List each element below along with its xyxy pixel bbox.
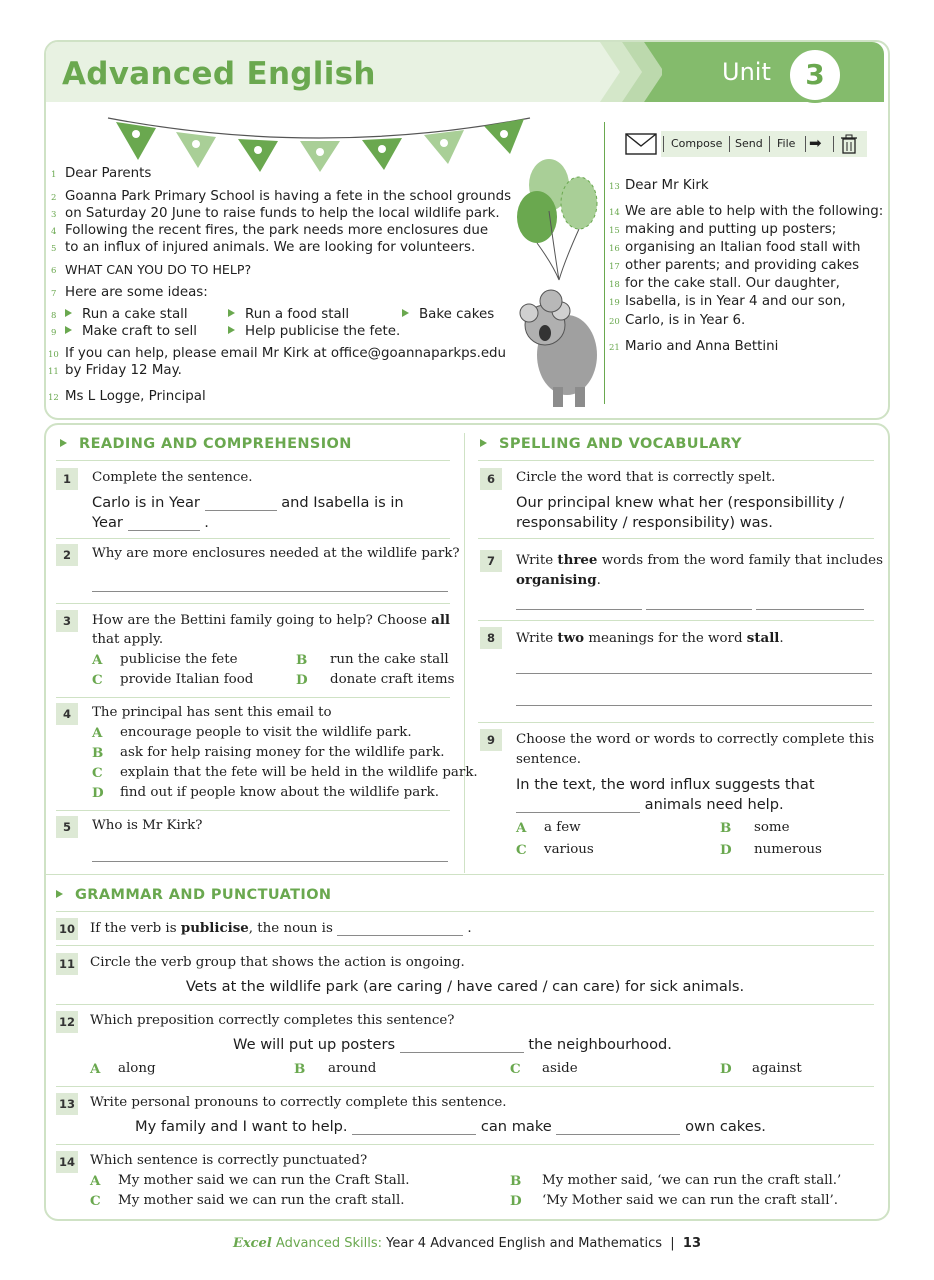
unit-band — [662, 42, 884, 102]
option-letter: A — [92, 725, 103, 741]
divider — [478, 538, 874, 539]
envelope-icon — [625, 133, 657, 155]
option-text[interactable]: provide Italian food — [120, 672, 254, 687]
option-text[interactable]: some — [754, 820, 790, 835]
option-text[interactable]: explain that the fete will be held in the wildlife park. — [120, 765, 478, 780]
line-number: 14 — [609, 208, 620, 218]
answer-line[interactable] — [92, 861, 448, 862]
section-heading-grammar: GRAMMAR AND PUNCTUATION — [56, 887, 331, 903]
email-line: for the cake stall. Our daughter, — [625, 276, 840, 291]
line-number: 1 — [51, 170, 57, 180]
question-sentence[interactable]: Vets at the wildlife park (are caring / have cared / can care) for sick animals. — [185, 978, 745, 995]
paw-flag-icon — [116, 119, 524, 172]
answer-line[interactable] — [516, 673, 872, 674]
question-text: Which sentence is correctly punctuated? — [90, 1153, 368, 1168]
line-number: 3 — [51, 210, 57, 220]
footer-separator: | — [670, 1236, 675, 1251]
option-letter: C — [516, 842, 527, 858]
question-number: 12 — [56, 1011, 78, 1033]
option-text[interactable]: run the cake stall — [330, 652, 449, 667]
column-divider — [464, 433, 465, 873]
line-number: 8 — [51, 311, 57, 321]
option-letter: B — [294, 1061, 306, 1077]
page-footer — [0, 1236, 934, 1251]
trash-icon — [839, 134, 859, 154]
option-letter: B — [296, 652, 308, 668]
footer-title: Year 4 Advanced English and Mathematics — [382, 1236, 662, 1251]
question-text: organising. — [516, 572, 601, 588]
letter-signature: Ms L Logge, Principal — [65, 389, 206, 404]
divider — [56, 603, 450, 604]
letter-subheading: WHAT CAN YOU DO TO HELP? — [65, 262, 252, 277]
option-text[interactable]: publicise the fete — [120, 652, 238, 667]
line-number: 21 — [609, 343, 620, 353]
divider — [56, 810, 450, 811]
divider — [56, 538, 450, 539]
option-letter: B — [510, 1173, 522, 1189]
question-number: 14 — [56, 1151, 78, 1173]
option-text[interactable]: find out if people know about the wildlife park. — [120, 785, 440, 800]
question-sentence: In the text, the word influx suggests that — [516, 776, 815, 793]
option-text[interactable]: ‘My Mother said we can run the craft stall’. — [542, 1193, 839, 1208]
line-number: 15 — [609, 226, 620, 236]
question-number: 4 — [56, 703, 78, 725]
option-letter: B — [720, 820, 732, 836]
question-number: 7 — [480, 550, 502, 572]
question-number: 9 — [480, 729, 502, 751]
divider — [56, 1004, 874, 1005]
question-number: 13 — [56, 1093, 78, 1115]
email-line: other parents; and providing cakes — [625, 258, 860, 273]
balloons-koala-illustration — [515, 155, 605, 410]
option-text[interactable]: encourage people to visit the wildlife park. — [120, 725, 412, 740]
idea-item: Bake cakes — [402, 307, 494, 322]
idea-item: Run a cake stall — [65, 307, 188, 322]
answer-blank[interactable] — [556, 1134, 680, 1135]
option-letter: A — [90, 1173, 101, 1189]
question-sentence: Carlo is in Year and Isabella is in — [92, 494, 404, 511]
question-number: 6 — [480, 468, 502, 490]
letter-line: Here are some ideas: — [65, 285, 208, 300]
letter-line: Goanna Park Primary School is having a fete in the school grounds — [65, 189, 512, 204]
option-letter: D — [510, 1193, 522, 1209]
option-letter: C — [92, 765, 103, 781]
line-number: 16 — [609, 244, 620, 254]
answer-line[interactable] — [516, 705, 872, 706]
section-divider — [46, 874, 884, 875]
answer-blank[interactable] — [352, 1134, 476, 1135]
question-number: 8 — [480, 627, 502, 649]
option-letter: D — [92, 785, 104, 801]
question-sentence: Year . — [92, 514, 209, 531]
letter-greeting: Dear Parents — [65, 166, 152, 181]
option-letter: D — [720, 842, 732, 858]
question-number: 2 — [56, 544, 78, 566]
letter-line: Following the recent fires, the park needs more enclosures due — [65, 223, 489, 238]
question-sentence[interactable]: responsability / responsibility) was. — [516, 514, 773, 531]
question-number: 5 — [56, 816, 78, 838]
option-letter: A — [92, 652, 103, 668]
option-text[interactable]: a few — [544, 820, 581, 835]
option-letter: C — [510, 1061, 521, 1077]
question-number: 3 — [56, 610, 78, 632]
question-text: The principal has sent this email to — [92, 705, 332, 720]
option-letter: C — [90, 1193, 101, 1209]
question-text: Which preposition correctly completes this sentence? — [90, 1013, 455, 1028]
divider — [56, 1086, 874, 1087]
option-text[interactable]: My mother said, ‘we can run the craft stall.’ — [542, 1173, 842, 1188]
question-text: Why are more enclosures needed at the wildlife park? — [92, 546, 460, 561]
email-signature: Mario and Anna Bettini — [625, 339, 779, 354]
option-text[interactable]: various — [544, 842, 594, 857]
divider — [56, 460, 450, 461]
option-letter: D — [296, 672, 308, 688]
idea-item: Run a food stall — [228, 307, 349, 322]
line-number: 12 — [48, 393, 59, 403]
option-text[interactable]: ask for help raising money for the wildlife park. — [120, 745, 445, 760]
answer-blank[interactable] — [516, 812, 640, 813]
answer-blank[interactable] — [205, 510, 277, 511]
question-number: 10 — [56, 918, 78, 940]
divider — [478, 620, 874, 621]
file-button: File — [777, 137, 796, 150]
arrow-right-icon: ➡ — [809, 134, 822, 152]
idea-item: Make craft to sell — [65, 324, 197, 339]
unit-label: Unit — [722, 58, 771, 86]
question-text: If the verb is publicise, the noun is . — [90, 920, 472, 936]
answer-blank[interactable] — [337, 935, 463, 936]
email-line: organising an Italian food stall with — [625, 240, 861, 255]
question-sentence: We will put up posters the neighbourhood. — [233, 1036, 672, 1053]
question-number: 11 — [56, 953, 78, 975]
line-number: 9 — [51, 328, 57, 338]
divider — [56, 911, 874, 912]
line-number: 7 — [51, 289, 57, 299]
email-line: Isabella, is in Year 4 and our son, — [625, 294, 846, 309]
answer-blank[interactable] — [128, 530, 200, 531]
option-letter: B — [92, 745, 104, 761]
idea-item: Help publicise the fete. — [228, 324, 400, 339]
divider — [56, 697, 450, 698]
option-text[interactable]: donate craft items — [330, 672, 455, 687]
line-number: 19 — [609, 298, 620, 308]
question-text: Complete the sentence. — [92, 470, 253, 485]
line-number: 10 — [48, 350, 59, 360]
question-text: sentence. — [516, 752, 582, 767]
answer-line[interactable] — [516, 609, 642, 610]
section-heading-spelling: SPELLING AND VOCABULARY — [480, 436, 742, 452]
question-text: How are the Bettini family going to help? Choose all — [92, 612, 451, 628]
divider — [604, 122, 605, 404]
option-text[interactable]: against — [752, 1061, 802, 1076]
line-number: 5 — [51, 244, 57, 254]
option-text[interactable]: numerous — [754, 842, 822, 857]
letter-line: by Friday 12 May. — [65, 363, 182, 378]
option-text[interactable]: My mother said we can run the Craft Stall. — [118, 1173, 410, 1188]
question-text: Write three words from the word family that includes — [516, 552, 883, 568]
letter-line: If you can help, please email Mr Kirk at office@goannaparkps.edu — [65, 346, 507, 361]
compose-button: Compose — [671, 137, 723, 150]
option-text[interactable]: My mother said we can run the craft stall. — [118, 1193, 405, 1208]
question-text: Who is Mr Kirk? — [92, 818, 203, 833]
line-number: 20 — [609, 317, 620, 327]
letter-line: on Saturday 20 June to raise funds to help the local wildlife park. — [65, 206, 500, 221]
divider — [56, 1144, 874, 1145]
question-sentence: My family and I want to help. can make own cakes. — [135, 1118, 766, 1135]
email-line: We are able to help with the following: — [625, 204, 884, 219]
email-toolbar — [625, 131, 867, 157]
question-sentence: animals need help. — [516, 796, 784, 813]
email-line: making and putting up posters; — [625, 222, 837, 237]
question-text: Write two meanings for the word stall. — [516, 630, 784, 646]
answer-line[interactable] — [92, 591, 448, 592]
divider — [478, 722, 874, 723]
footer-brand: Excel — [232, 1236, 272, 1251]
line-number: 11 — [48, 367, 59, 377]
section-heading-reading: READING AND COMPREHENSION — [60, 436, 352, 452]
option-letter: A — [516, 820, 527, 836]
option-letter: D — [720, 1061, 732, 1077]
question-text: Circle the verb group that shows the action is ongoing. — [90, 955, 465, 970]
option-text[interactable]: along — [118, 1061, 156, 1076]
bunting-illustration — [104, 112, 534, 174]
option-letter: C — [92, 672, 103, 688]
line-number: 18 — [609, 280, 620, 290]
footer-series: Advanced Skills: — [271, 1236, 383, 1251]
divider — [56, 945, 874, 946]
question-sentence[interactable]: Our principal knew what her (responsibillity / — [516, 494, 844, 511]
email-greeting: Dear Mr Kirk — [625, 178, 709, 193]
question-text: Write personal pronouns to correctly complete this sentence. — [90, 1095, 507, 1110]
letter-line: to an influx of injured animals. We are looking for volunteers. — [65, 240, 476, 255]
line-number: 2 — [51, 193, 57, 203]
page-title: Advanced English — [62, 56, 376, 92]
question-number: 1 — [56, 468, 78, 490]
send-button: Send — [735, 137, 763, 150]
divider — [478, 460, 874, 461]
question-text: Circle the word that is correctly spelt. — [516, 470, 776, 485]
answer-line[interactable] — [646, 609, 752, 610]
email-line: Carlo, is in Year 6. — [625, 313, 746, 328]
line-number: 17 — [609, 262, 620, 272]
question-text: that apply. — [92, 632, 164, 647]
line-number: 13 — [609, 182, 620, 192]
answer-blank[interactable] — [400, 1052, 524, 1053]
line-number: 4 — [51, 227, 57, 237]
line-number: 6 — [51, 266, 57, 276]
answer-line[interactable] — [756, 609, 864, 610]
page-number: 13 — [682, 1236, 702, 1251]
option-text[interactable]: aside — [542, 1061, 578, 1076]
option-text[interactable]: around — [328, 1061, 377, 1076]
option-letter: A — [90, 1061, 101, 1077]
question-text: Choose the word or words to correctly complete this — [516, 732, 875, 747]
unit-number-badge: 3 — [787, 47, 843, 103]
